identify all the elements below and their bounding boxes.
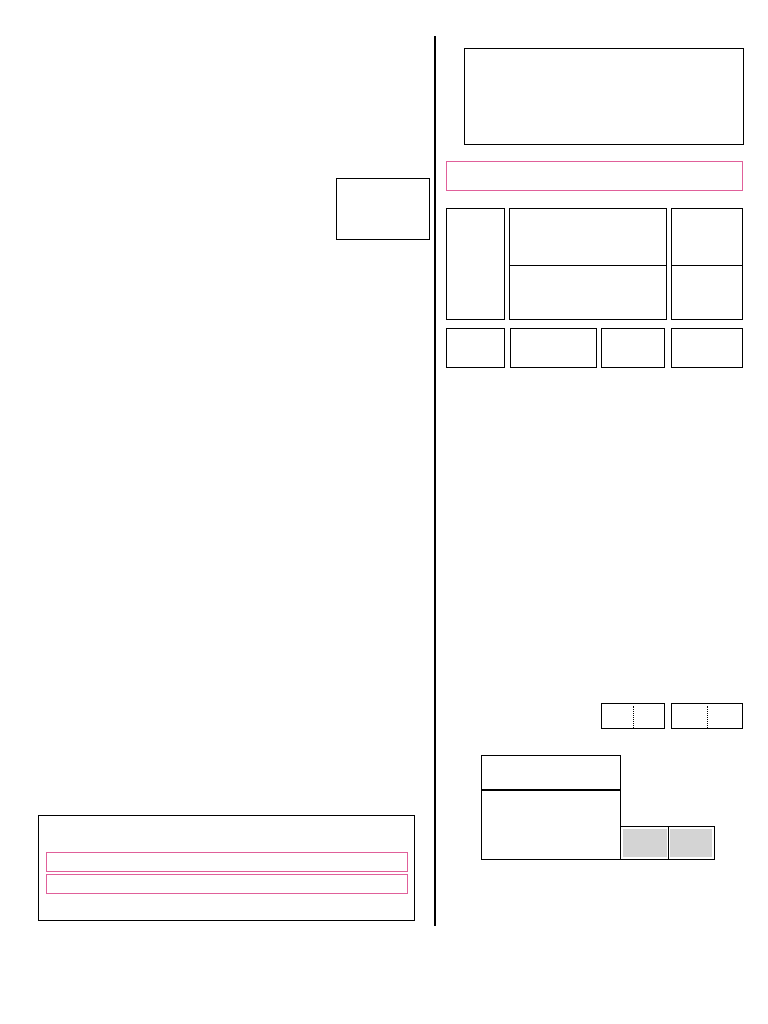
example-box-row-1 <box>46 852 408 872</box>
checker-total-cell-1 <box>623 829 667 857</box>
instructions-list <box>38 496 416 500</box>
example-box-row-2 <box>46 874 408 894</box>
checker-no-box[interactable] <box>481 790 621 860</box>
marker-use-box <box>509 208 667 320</box>
examiner-use-box <box>671 208 743 320</box>
marks-header <box>601 328 665 368</box>
sample-box <box>336 178 430 240</box>
total-examiner-cell[interactable] <box>671 703 743 729</box>
column-divider <box>434 36 436 926</box>
example-top-numbers <box>39 836 414 850</box>
candidate-number-box[interactable] <box>446 161 743 191</box>
examiner-divider <box>672 265 742 266</box>
checker-total-box[interactable] <box>620 826 715 860</box>
page-marks-header <box>510 328 597 368</box>
checker-total-cell-2 <box>670 829 712 857</box>
checker-use-box <box>481 755 621 790</box>
total-marks-cell[interactable] <box>601 703 665 729</box>
candidate-label <box>447 162 577 191</box>
barcode-box[interactable] <box>464 48 744 145</box>
checker-total-sep <box>668 827 669 859</box>
example-bottom-numbers <box>39 903 414 917</box>
examiner-marks-header <box>671 328 743 368</box>
candidate-fill-box <box>446 208 505 320</box>
example-question-box <box>38 815 415 921</box>
question-no-header <box>446 328 505 368</box>
marker-divider <box>510 265 666 266</box>
